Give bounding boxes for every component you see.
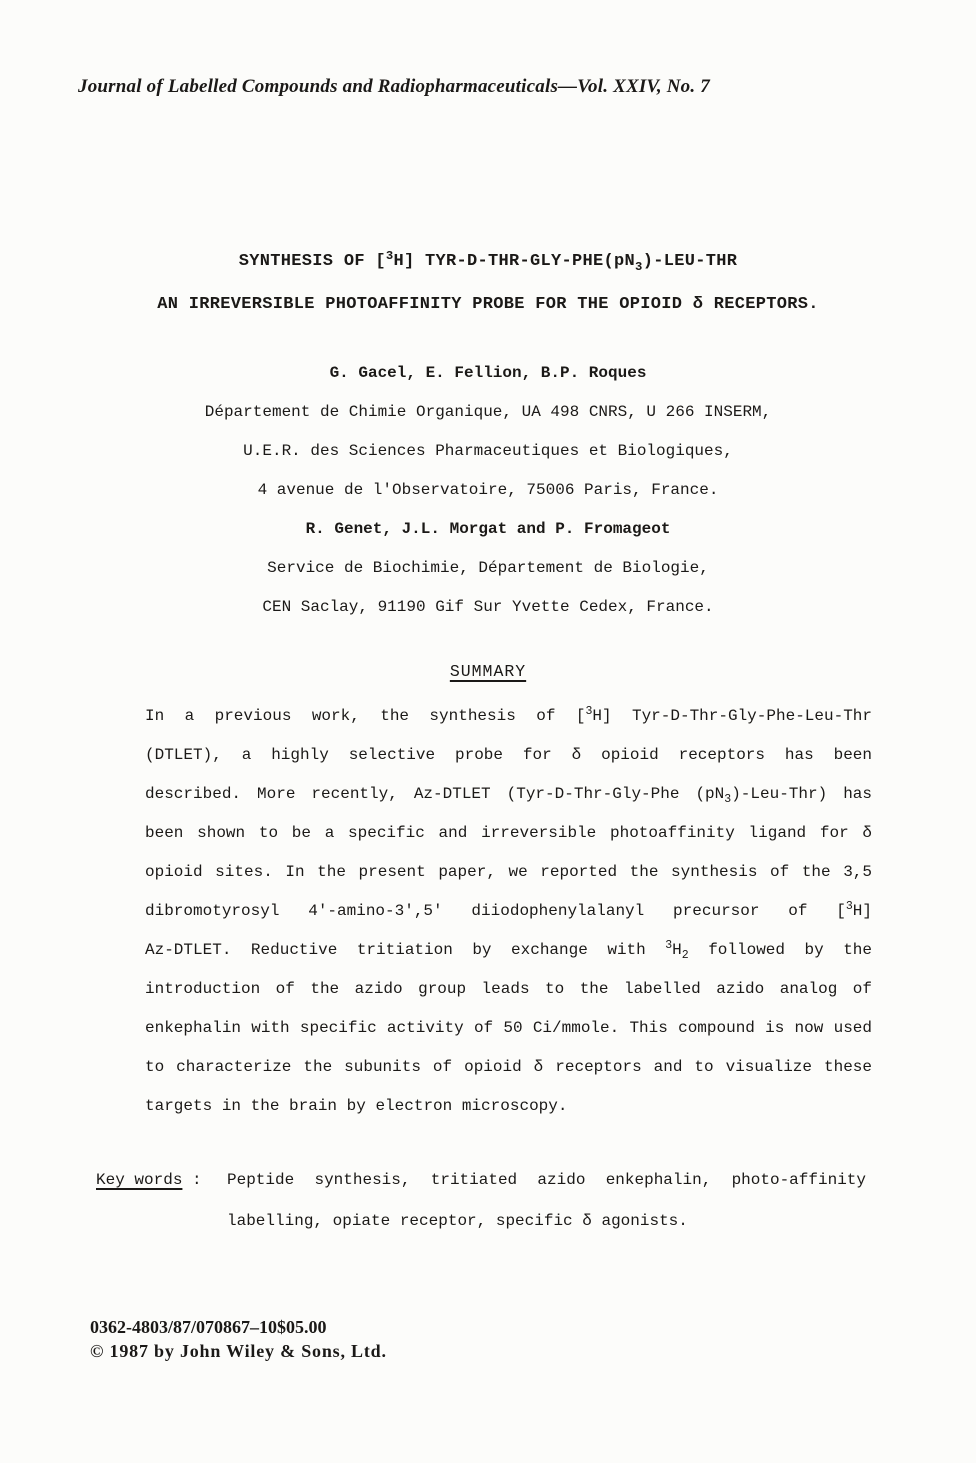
summary-heading-text: SUMMARY bbox=[449, 662, 527, 681]
article-title-line-1: SYNTHESIS OF [$^3$H] TYR-$D-THR-GLY-PHE(pN_3)-LEU$-THR bbox=[238, 248, 738, 274]
keywords-block bbox=[96, 1160, 866, 1242]
summary-heading bbox=[0, 662, 976, 681]
keywords-separator: : bbox=[182, 1171, 202, 1189]
summary-line: opioid sites. In the present paper, we reported the synthesis of the 3,5 bbox=[145, 863, 872, 881]
summary-line: Az-DTLET. Reductive tritiation by exchange with $^3H_2$ followed by the bbox=[145, 939, 873, 963]
journal-running-head: Journal of Labelled Compounds and Radiopharmaceuticals—Vol. XXIV, No. 7 bbox=[78, 76, 710, 97]
summary-line: to characterize the subunits of opioid δ receptors and to visualize these bbox=[145, 1058, 872, 1076]
summary-line: introduction of the azido group leads to the labelled azido analog of bbox=[145, 980, 872, 998]
summary-line: targets in the brain by electron microscopy. bbox=[145, 1097, 568, 1115]
affiliation-line: 4 avenue de l'Observatoire, 75006 Paris, France. bbox=[257, 481, 719, 499]
author-names-group-2: R. Genet, J.L. Morgat and P. Fromageot bbox=[305, 520, 671, 538]
summary-line: dibromotyrosyl 4'-amino-3',5' diiodophenylalanyl precursor of [$^3$H] bbox=[145, 900, 872, 920]
summary-paragraph bbox=[145, 697, 872, 1126]
affiliation-line: Service de Biochimie, Département de Biologie, bbox=[267, 559, 709, 577]
article-title-block bbox=[0, 240, 976, 326]
issn-price-code: 0362-4803/87/070867–10$05.00 bbox=[90, 1317, 327, 1337]
keywords-label: Key words bbox=[96, 1171, 183, 1189]
copyright-notice: © 1987 by John Wiley & Sons, Ltd. bbox=[90, 1341, 387, 1361]
affiliation-line: CEN Saclay, 91190 Gif Sur Yvette Cedex, France. bbox=[262, 598, 714, 616]
page-footer bbox=[90, 1315, 387, 1363]
affiliation-line: Département de Chimie Organique, UA 498 CNRS, U 266 INSERM, bbox=[204, 403, 772, 421]
author-names-group-1: G. Gacel, E. Fellion, B.P. Roques bbox=[329, 364, 647, 382]
summary-line: In a previous work, the synthesis of [$^3$H] Tyr-D-Thr-Gly-Phe-Leu-Thr bbox=[145, 705, 872, 725]
keywords-label-wrap bbox=[96, 1160, 227, 1242]
keywords-line: labelling, opiate receptor, specific δ agonists. bbox=[227, 1212, 688, 1230]
summary-line: (DTLET), a highly selective probe for δ opioid receptors has been bbox=[145, 746, 872, 764]
authors-block bbox=[0, 354, 976, 627]
keywords-line: Peptide synthesis, tritiated azido enkephalin, photo-affinity bbox=[227, 1171, 866, 1189]
summary-line: been shown to be a specific and irreversible photoaffinity ligand for δ bbox=[145, 824, 872, 842]
affiliation-line: U.E.R. des Sciences Pharmaceutiques et Biologiques, bbox=[243, 442, 733, 460]
summary-line: enkephalin with specific activity of 50 Ci/mmole. This compound is now used bbox=[145, 1019, 872, 1037]
article-title-line-2: AN IRREVERSIBLE PHOTOAFFINITY PROBE FOR THE OPIOID δ RECEPTORS. bbox=[157, 295, 819, 314]
summary-line: described. More recently, Az-DTLET (Tyr-D-Thr-Gly-Phe $(pN_3)-Leu-Thr$) has bbox=[145, 785, 873, 807]
keywords-content bbox=[227, 1160, 866, 1242]
